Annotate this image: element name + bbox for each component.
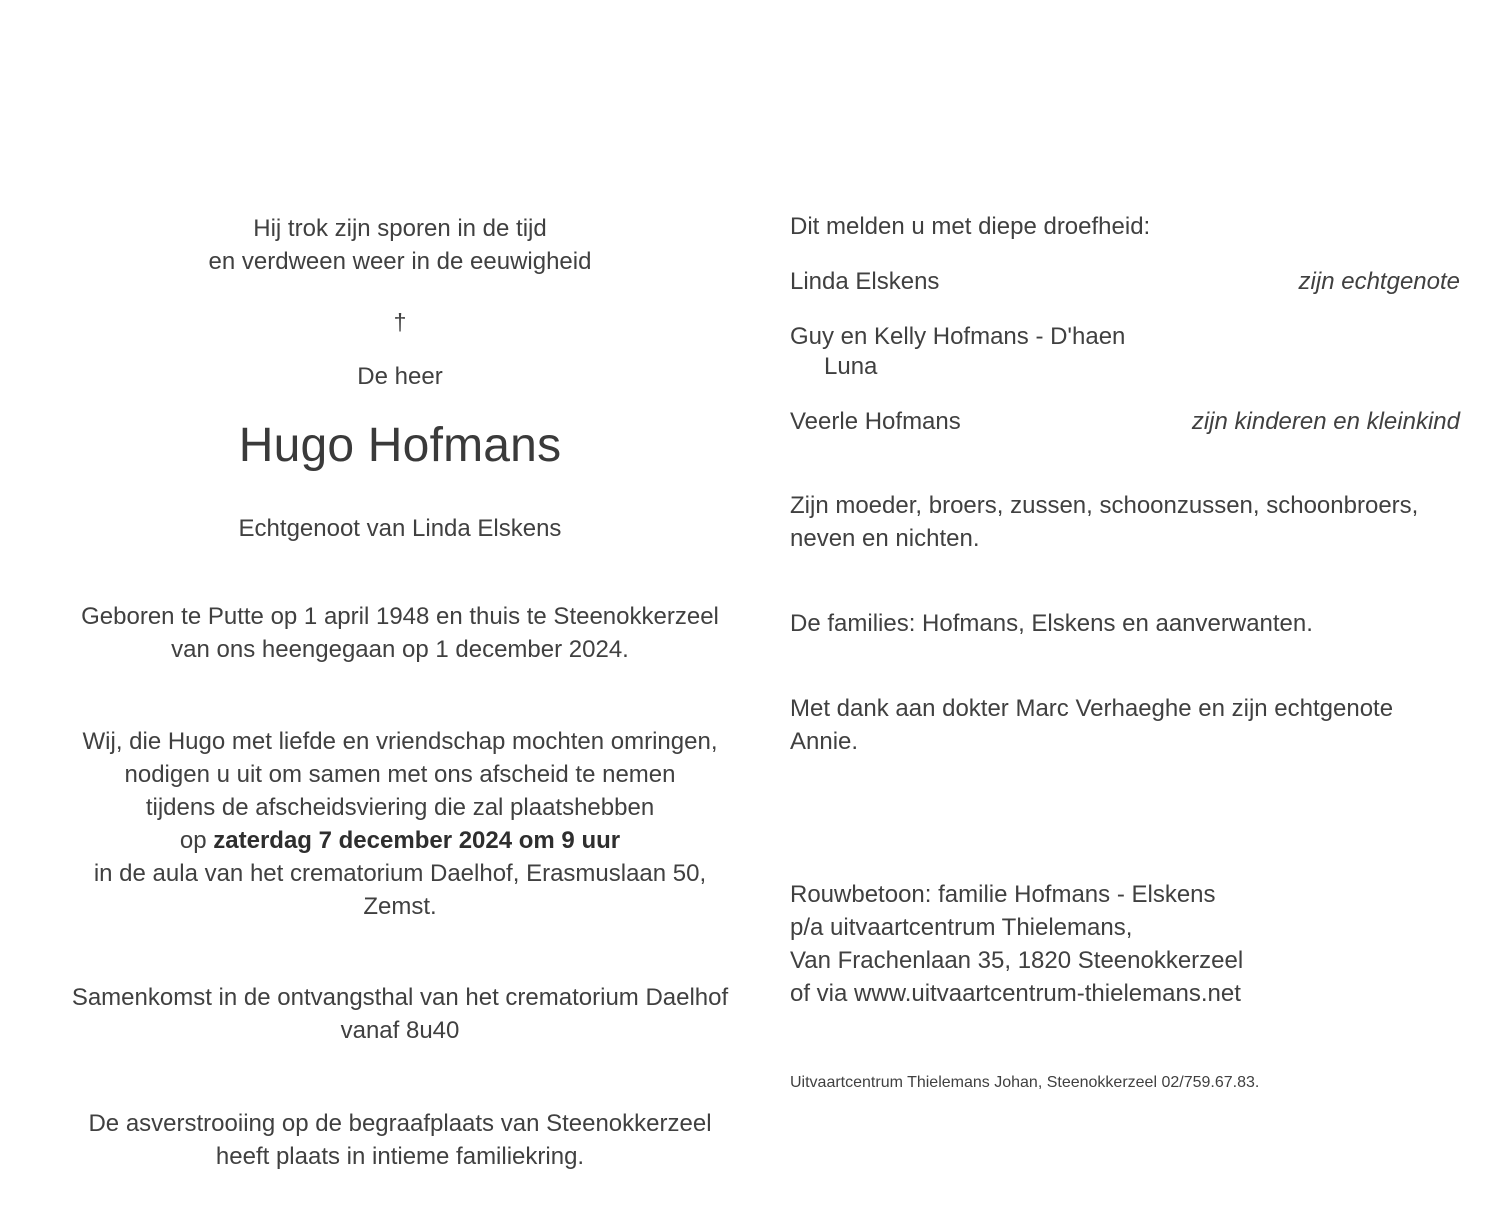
condolence-website-line: of via www.uitvaartcentrum-thielemans.net [790,980,1241,1007]
relative-entry-spouse [790,267,1460,297]
verse-block [60,212,740,278]
honorific-title: De heer [357,363,443,390]
verse-line-2: en verdween weer in de eeuwigheid [208,248,592,275]
scatter-line-1: De asverstrooiing op de begraafplaats van Steenokkerzeel [88,1110,712,1137]
thanks-line: Met dank aan dokter Marc Verhaeghe en zijn echtgenote Annie. [790,695,1394,755]
relative-name-line-1: Guy en Kelly Hofmans - D'haen [790,323,1126,350]
cross-icon: † [393,309,407,335]
spouse-line: Echtgenoot van Linda Elskens [238,515,562,542]
extended-family-line-2: neven en nichten. [790,525,980,552]
invite-location-line: in de aula van het crematorium Daelhof, Erasmuslaan 50, Zemst. [93,860,707,920]
right-column [790,212,1460,1094]
relative-name-line-1: Veerle Hofmans [790,408,961,435]
birth-line: Geboren te Putte op 1 april 1948 en thuis te Steenokkerzeel [81,603,719,630]
ash-scattering-block [60,1107,740,1173]
gathering-line-1: Samenkomst in de ontvangsthal van het crematorium Daelhof [71,984,729,1011]
relative-name-line-2: Luna [824,353,878,380]
verse-line-1: Hij trok zijn sporen in de tijd [253,215,547,242]
condolence-line-1: Rouwbetoon: familie Hofmans - Elskens [790,881,1216,908]
relation-label: zijn echtgenote [1298,268,1460,295]
extended-family-line-1: Zijn moeder, broers, zussen, schoonzussen, schoonbroers, [790,492,1419,519]
relative-name-line-1: Linda Elskens [790,268,940,295]
condolence-line-3: Van Frachenlaan 35, 1820 Steenokkerzeel [790,947,1244,974]
invite-line-2: nodigen u uit om samen met ons afscheid te nemen [124,761,676,788]
extended-family-block [790,489,1460,555]
condolence-line-2: p/a uitvaartcentrum Thielemans, [790,914,1133,941]
funeral-home-footer: Uitvaartcentrum Thielemans Johan, Steenokkerzeel 02/759.67.83. [790,1074,1260,1091]
birth-death-block [60,600,740,666]
families-line: De families: Hofmans, Elskens en aanverwanten. [790,610,1313,637]
scatter-line-2: heeft plaats in intieme familiekring. [215,1143,585,1170]
death-line: van ons heengegaan op 1 december 2024. [171,636,629,663]
invite-datetime-prefix: op [179,827,214,854]
condolence-address-block [790,878,1460,1010]
invite-line-1: Wij, die Hugo met liefde en vriendschap mochten omringen, [82,728,718,755]
relative-entry-daughter [790,407,1460,437]
gathering-line-2: vanaf 8u40 [340,1017,460,1044]
relation-label: zijn kinderen en kleinkind [1191,408,1460,435]
left-column [60,212,740,1173]
invite-datetime-value: zaterdag 7 december 2024 om 9 uur [213,827,621,854]
invite-line-3: tijdens de afscheidsviering die zal plaatshebben [145,794,655,821]
invite-datetime-line [60,824,740,857]
ceremony-invitation-block [60,725,740,923]
relative-entry-son [790,322,1460,382]
relative-names [790,322,1460,382]
gathering-block [60,981,740,1047]
deceased-name: Hugo Hofmans [238,419,562,472]
announcement-intro: Dit melden u met diepe droefheid: [790,213,1151,240]
